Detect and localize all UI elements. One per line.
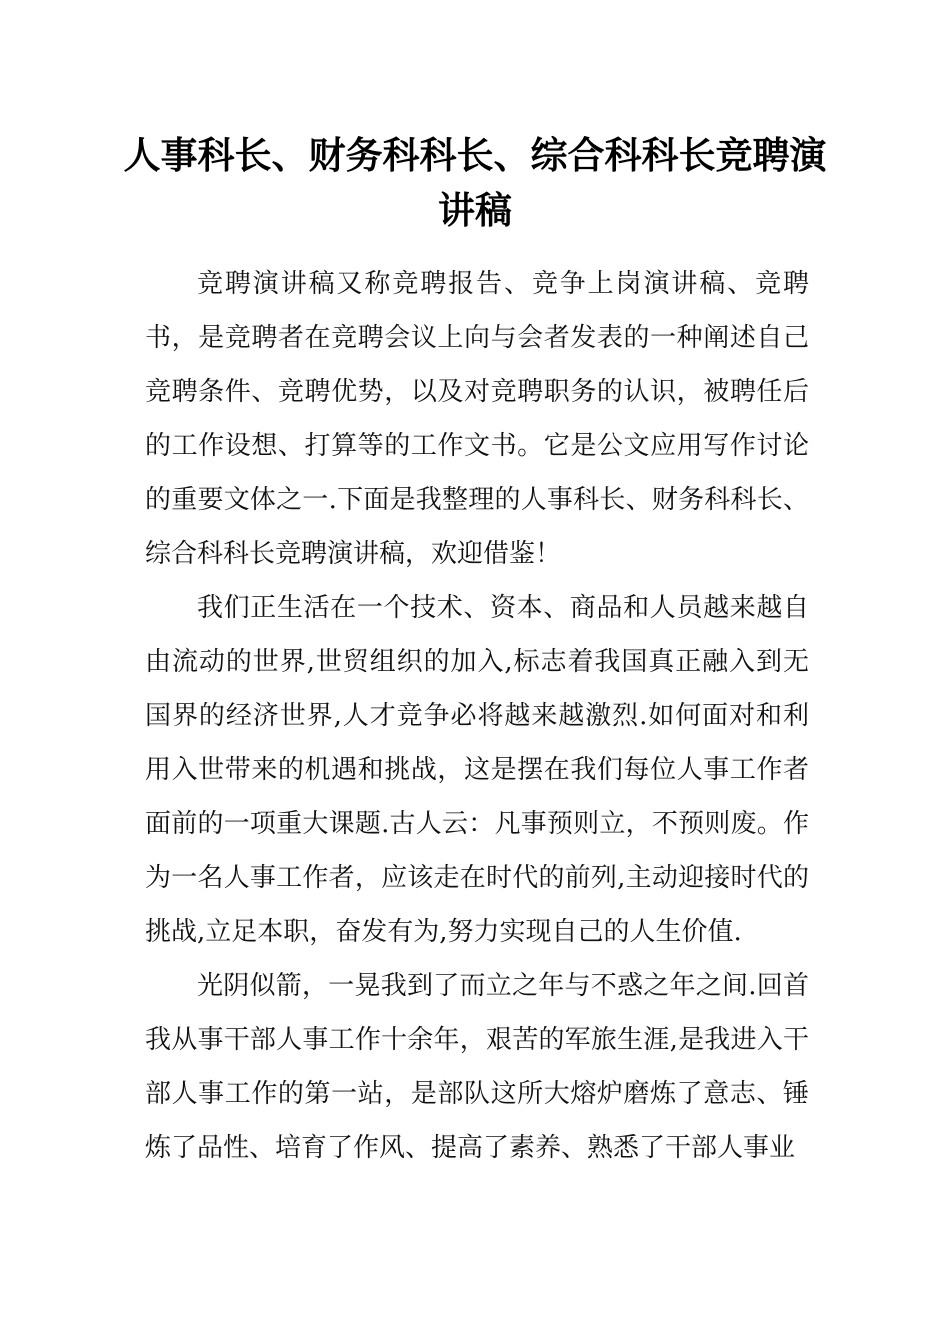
- paragraph: 我们正生活在一个技术、资本、商品和人员越来越自由流动的世界,世贸组织的加入,标志着我国真正融入到无国界的经济世界,人才竞争必将越来越激烈.如何面对和利用入世带来的机遇和挑战，这是摆在我们每位人事工作者面前的一项重大课题.古人云：凡事预则立，不预则废。作为一名人事工作者，应该走在时代的前列,主动迎接时代的挑战,立足本职，奋发有为,努力实现自己的人生价值.: [145, 593, 809, 947]
- document-body: [145, 257, 809, 1175]
- document-title: 人事科长、财务科科长、综合科科长竞聘演讲稿: [123, 134, 827, 232]
- paragraph: 竞聘演讲稿又称竞聘报告、竞争上岗演讲稿、竞聘书，是竞聘者在竞聘会议上向与会者发表的一种阐述自己竞聘条件、竞聘优势，以及对竞聘职务的认识，被聘任后的工作设想、打算等的工作文书。它是公文应用写作讨论的重要文体之一.下面是我整理的人事科长、财务科科长、综合科科长竞聘演讲稿，欢迎借鉴！: [145, 269, 809, 569]
- paragraph: 光阴似箭，一晃我到了而立之年与不惑之年之间.回首我从事干部人事工作十余年，艰苦的军旅生涯,是我进入干部人事工作的第一站，是部队这所大熔炉磨炼了意志、锤炼了品性、培育了作风、提高了素养、熟悉了干部人事业: [145, 971, 809, 1163]
